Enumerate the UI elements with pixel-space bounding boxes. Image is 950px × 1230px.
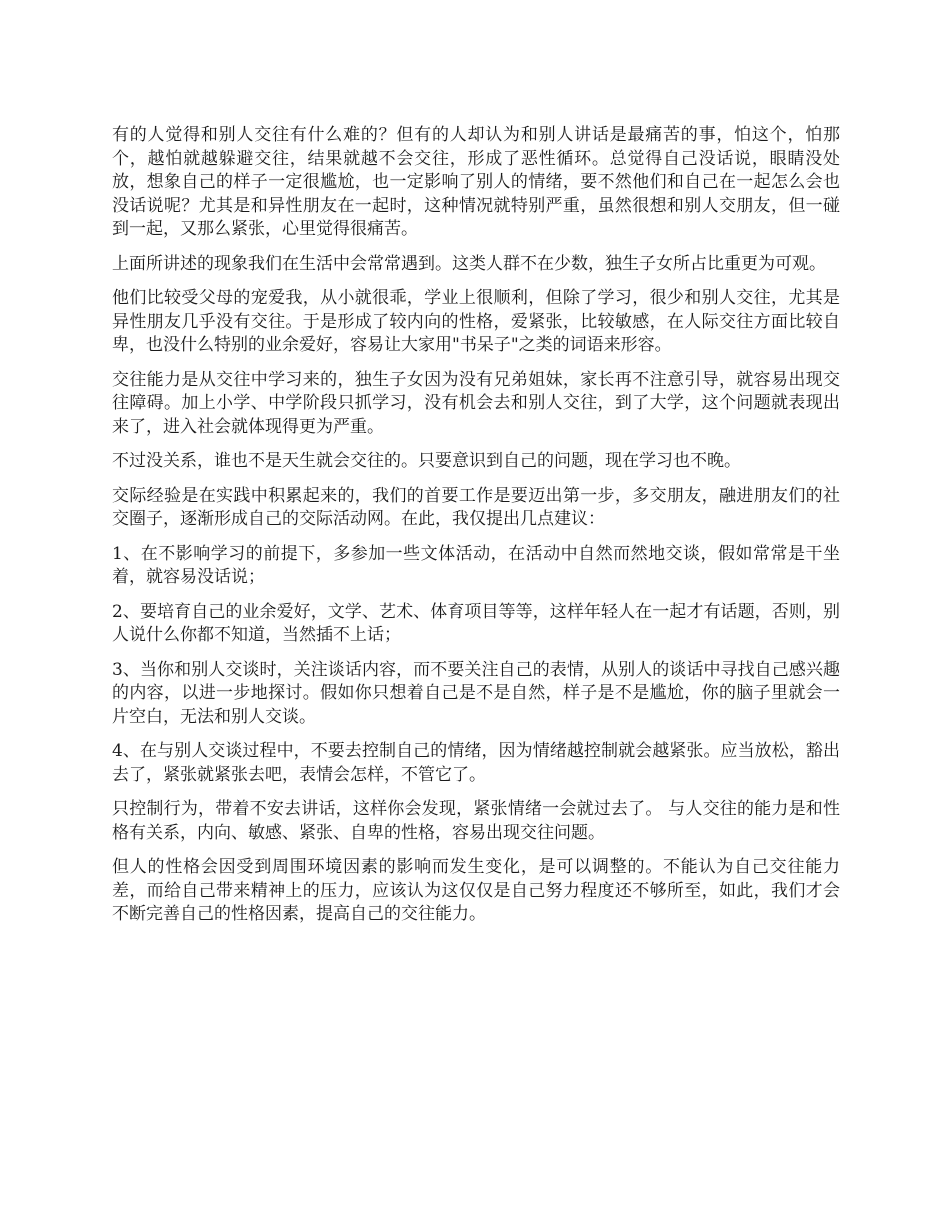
suggestion-2: 2、要培育自己的业余爱好，文学、艺术、体育项目等等，这样年轻人在一起才有话题，否则，别人说什么你都不知道，当然插不上话； (112, 601, 840, 645)
suggestion-3: 3、当你和别人交谈时，关注谈话内容，而不要关注自己的表情，从别人的谈话中寻找自己感兴趣的内容，以进一步地探讨。假如你只想着自己是不是自然，样子是不是尴尬，你的脑子里就会一片空白，无法和别人交谈。 (112, 659, 840, 727)
paragraph-11: 只控制行为，带着不安去讲话，这样你会发现，紧张情绪一会就过去了。 与人交往的能力是和性格有关系，内向、敏感、紧张、自卑的性格，容易出现交往问题。 (112, 799, 840, 843)
paragraph-5: 不过没关系，谁也不是天生就会交往的。只要意识到自己的问题，现在学习也不晚。 (112, 451, 741, 471)
document-page (112, 124, 840, 938)
paragraph-12: 但人的性格会因受到周围环境因素的影响而发生变化，是可以调整的。不能认为自己交往能力差，而给自己带来精神上的压力，应该认为这仅仅是自己努力程度还不够所至，如此，我们才会不断完善自己的性格因素，提高自己的交往能力。 (112, 857, 840, 924)
paragraph-4: 交往能力是从交往中学习来的，独生子女因为没有兄弟姐妹，家长再不注意引导，就容易出现交往障碍。加上小学、中学阶段只抓学习，没有机会去和别人交往，到了大学，这个问题就表现出来了，进入社会就体现得更为严重。 (112, 369, 840, 437)
paragraph-1: 有的人觉得和别人交往有什么难的？但有的人却认为和别人讲话是最痛苦的事，怕这个，怕那个，越怕就越躲避交往，结果就越不会交往，形成了恶性循环。总觉得自己没话说，眼睛没处放，想象自己的样子一定很尴尬，也一定影响了别人的情绪，要不然他们和自己在一起怎么会也没话说呢？尤其是和异性朋友在一起时，这种情况就特别严重，虽然很想和别人交朋友，但一碰到一起，又那么紧张，心里觉得很痛苦。 (112, 125, 840, 239)
paragraph-3: 他们比较受父母的宠爱我，从小就很乖，学业上很顺利，但除了学习，很少和别人交往，尤其是异性朋友几乎没有交往。于是形成了较内向的性格，爱紧张，比较敏感，在人际交往方面比较自卑，也没什么特别的业余爱好，容易让大家用"书呆子"之类的词语来形容。 (112, 288, 840, 355)
suggestion-1: 1、在不影响学习的前提下，多参加一些文体活动，在活动中自然而然地交谈，假如常常是干坐着，就容易没话说； (112, 543, 840, 587)
paragraph-2: 上面所讲述的现象我们在生活中会常常遇到。这类人群不在少数，独生子女所占比重更为可观。 (112, 253, 826, 274)
paragraph-6: 交际经验是在实践中积累起来的，我们的首要工作是要迈出第一步，多交朋友，融进朋友们的社交圈子，逐渐形成自己的交际活动网。在此，我仅提出几点建议： (112, 485, 840, 529)
suggestion-4: 4、在与别人交谈过程中，不要去控制自己的情绪，因为情绪越控制就会越紧张。应当放松，豁出去了，紧张就紧张去吧，表情会怎样，不管它了。 (112, 741, 840, 785)
